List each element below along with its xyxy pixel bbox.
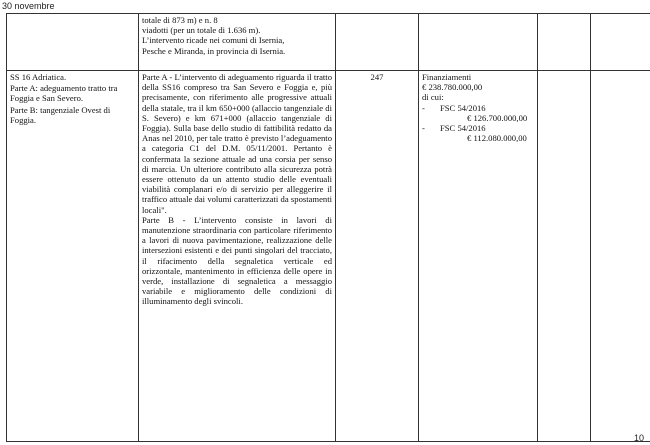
description-line: viadotti (per un totale di 1.636 m). <box>142 25 261 36</box>
title-cell <box>7 14 139 71</box>
number-cell: 247 <box>336 71 419 442</box>
financing-amount: € 112.080.000,00 <box>467 133 527 144</box>
description-cell <box>139 71 336 442</box>
title-line: Parte B: tangenziale Ovest di Foggia. <box>10 104 111 125</box>
financing-source: FSC 54/2016 <box>440 102 486 113</box>
financing-total: € 238.780.000,00 <box>422 82 483 93</box>
dash-marker: - <box>422 123 425 134</box>
title-cell <box>7 71 139 442</box>
page-number: 10 <box>634 433 645 443</box>
empty-cell <box>538 14 591 71</box>
document-table <box>6 13 650 442</box>
financing-cell <box>419 71 538 442</box>
financing-of-which: di cui: <box>422 92 444 103</box>
dash-marker: - <box>422 102 425 113</box>
empty-cell <box>591 71 650 442</box>
financing-item <box>422 123 534 133</box>
empty-cell <box>538 71 591 442</box>
description-line: L’intervento ricade nei comuni di Isernia, <box>142 35 285 46</box>
description-line: Pesche e Miranda, in provincia di Isernia. <box>142 45 286 56</box>
title-line: Parte A: adeguamento tratto tra Foggia e San Severo. <box>10 83 118 104</box>
page-header-date: 30 novembre <box>2 1 55 11</box>
table-row <box>7 14 650 71</box>
description-part-a: Parte A - L’intervento di adeguamento riguarda il tratto della SS16 compreso tra San Severo e Foggia e, più precisamente, con riferimento alle progressive attuali della statale, tra il km 650+000 (allaccio tangenziale di S. Severo) e km 671+000 (allaccio tangenziale di Foggia). Sulla base dello studio di fattibilità redatto da Anas nel 2010, per tale tratto è previsto l’adeguamento a categoria C1 del D.M. 05/11/2001. Pertanto è confermata la sezione attuale ad una corsia per senso di marcia. Un ulteriore contributo alla sicurezza potrà essere ottenuto da un attento studio delle eventuali viabilità complanari e/o di servizio per alleggerire il traffico attuale dai volumi caratterizzati da spostamenti locali". <box>142 72 332 215</box>
description-line: totale di 873 m) e n. 8 <box>142 15 218 25</box>
financing-cell <box>419 14 538 71</box>
description-cell <box>139 14 336 71</box>
number-cell <box>336 14 419 71</box>
table-row <box>7 71 650 442</box>
financing-heading: Finanziamenti <box>422 72 472 82</box>
financing-item <box>422 103 534 113</box>
empty-cell <box>591 14 650 71</box>
title-line: SS 16 Adriatica. <box>10 72 67 82</box>
description-part-b: Parte B - L’intervento consiste in lavori di manutenzione straordinaria con particolare riferimento a lavori di nuova pavimentazione, realizzazione delle intersezioni esistenti e dei punti singolari del tracciato, il rifacimento della segnaletica verticale ed orizzontale, mantenimento in efficienza delle opere in verde, installazione di segnaletica a messaggio variabile e miglioramento delle condizioni di illuminamento degli svincoli. <box>142 214 332 307</box>
financing-amount: € 126.700.000,00 <box>467 112 528 123</box>
financing-source: FSC 54/2016 <box>440 123 486 134</box>
